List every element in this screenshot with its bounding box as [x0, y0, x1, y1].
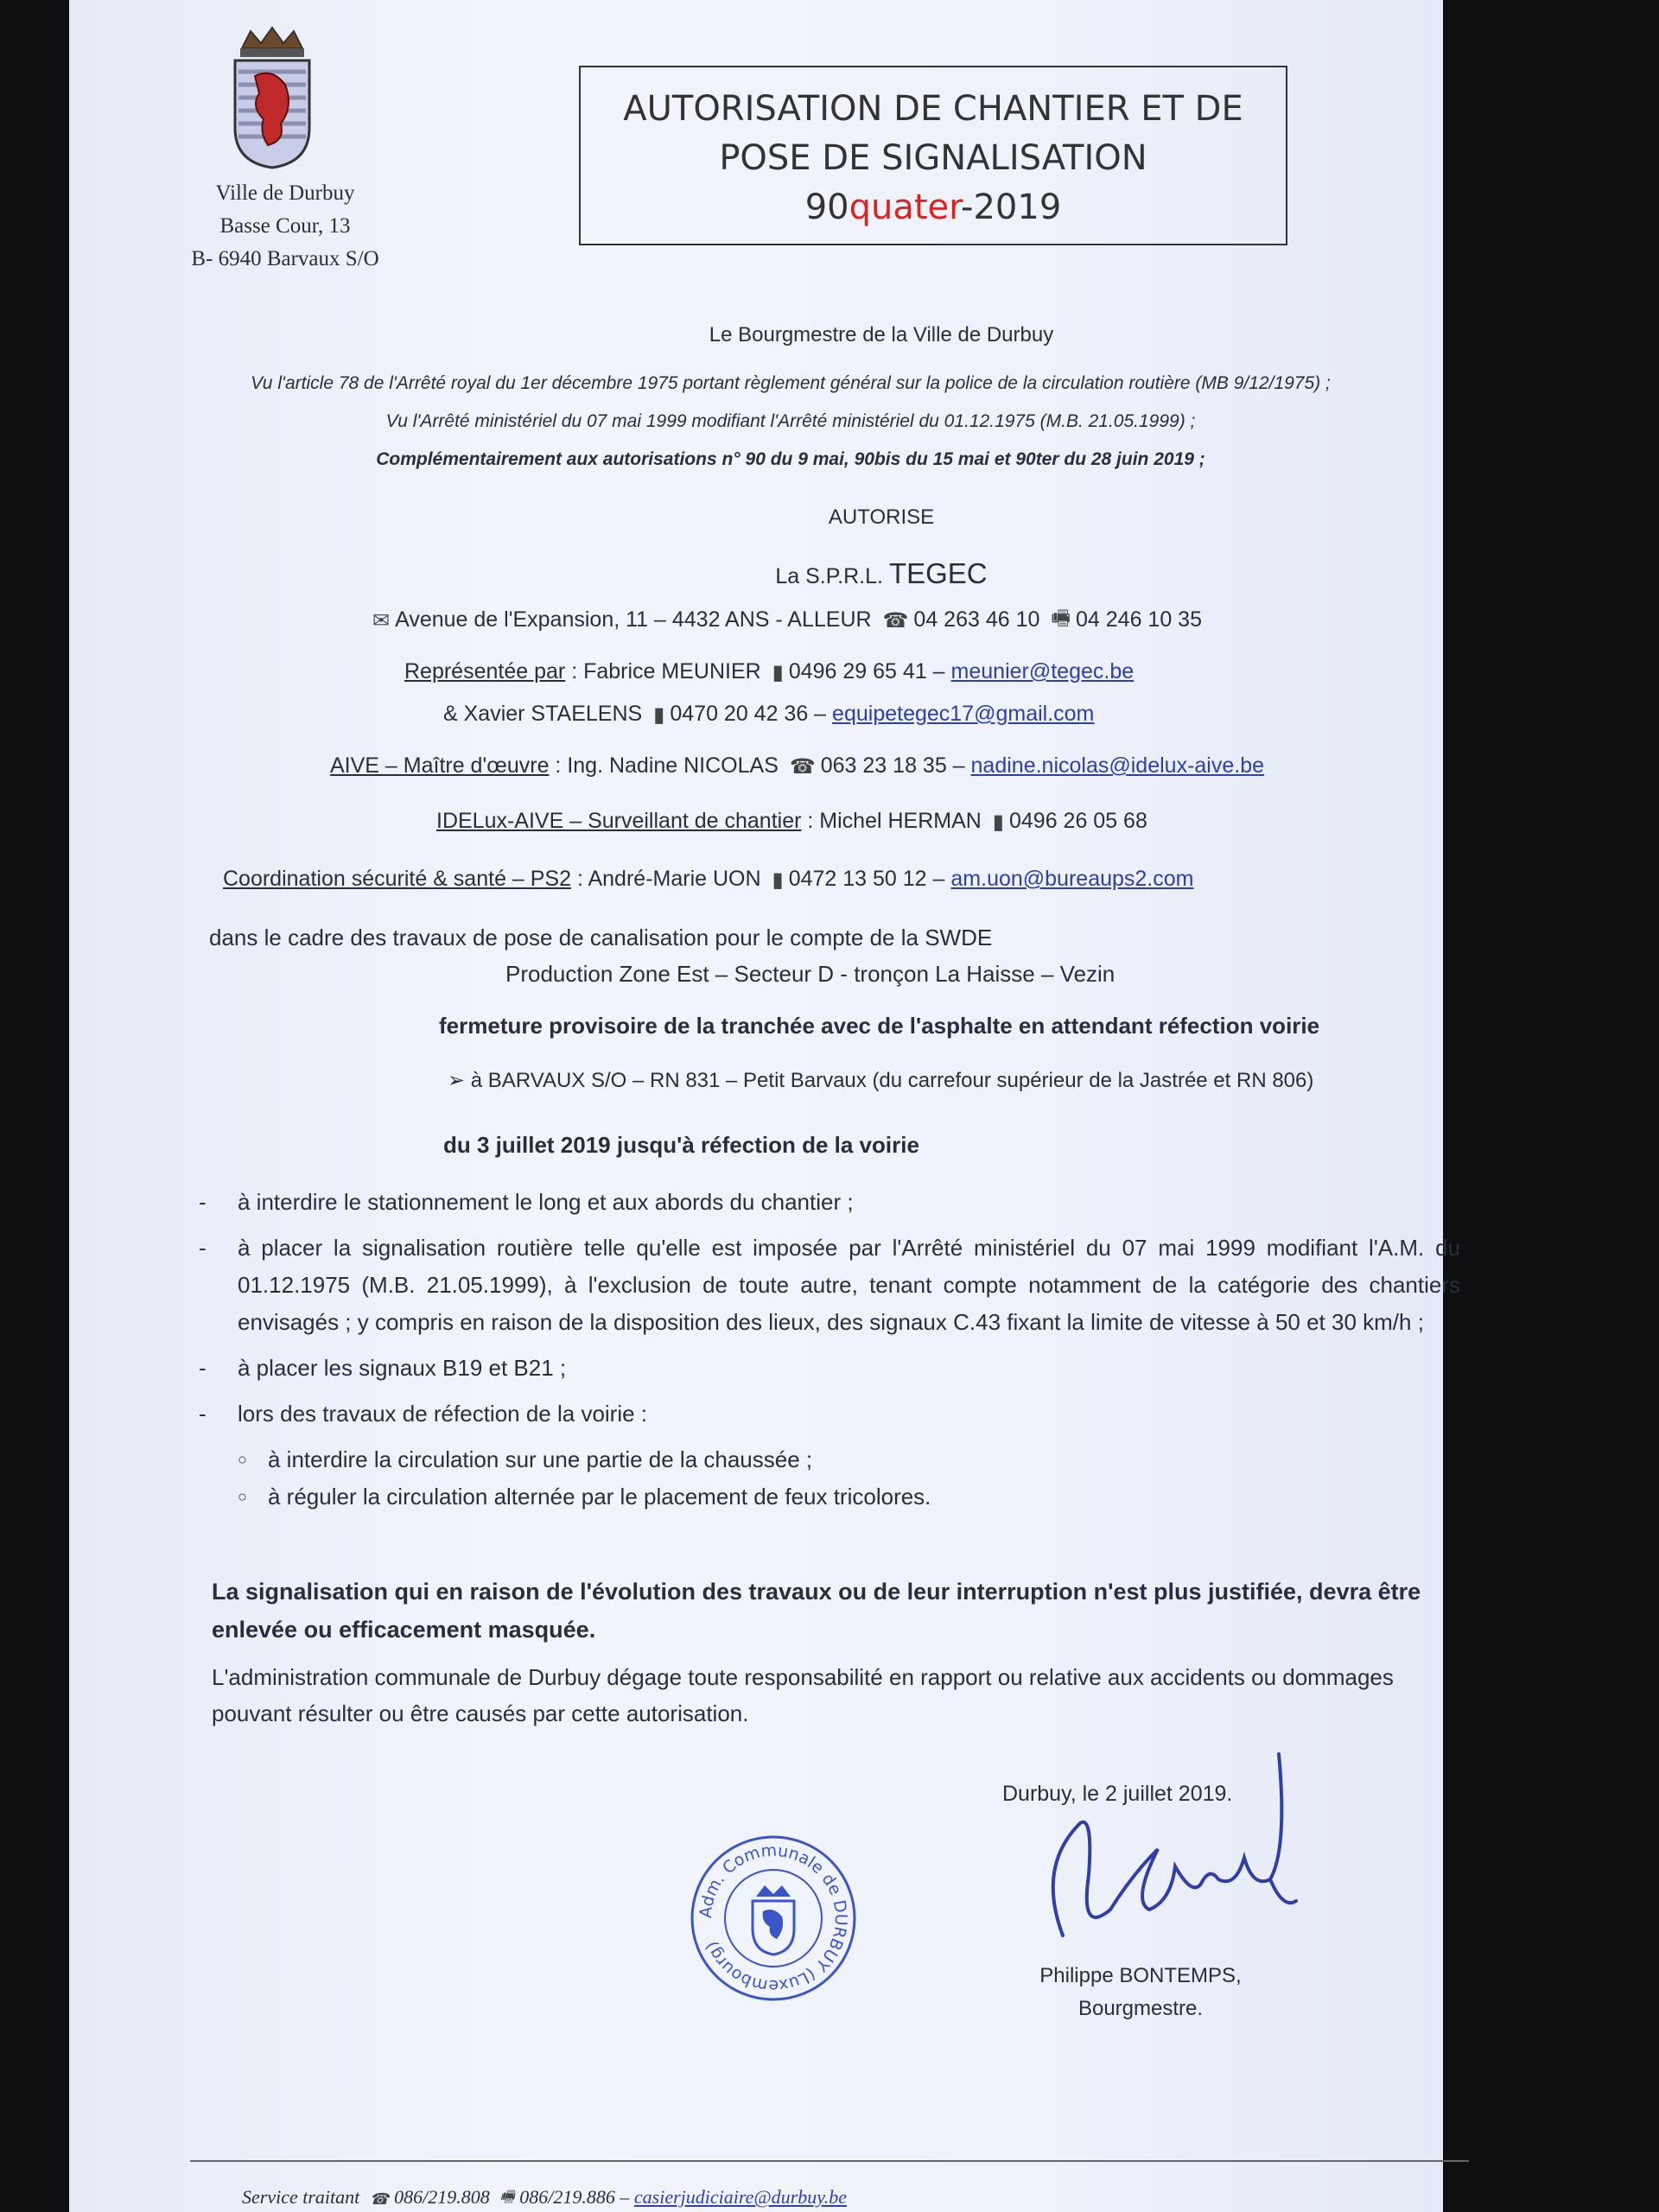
aive-email-link[interactable]: nadine.nicolas@idelux-aive.be: [970, 753, 1265, 778]
aive-line: [330, 753, 1436, 779]
svg-text:Adm. Communale de DURBUY (Luxe: Adm. Communale de DURBUY (Luxembourg): [696, 1840, 851, 1996]
telephone-icon: ☎: [789, 754, 816, 779]
footer-service-label: Service traitant: [242, 2186, 360, 2209]
coordination-phone: 0472 13 50 12 –: [788, 867, 945, 891]
municipal-stamp: [687, 1832, 860, 2005]
signer-title: Bourgmestre.: [1077, 1997, 1204, 2020]
fax-icon: 🖷: [499, 2188, 515, 2205]
coordination-label: Coordination sécurité & santé – PS2: [223, 867, 572, 891]
works-period: du 3 juillet 2019 jusqu'à réfection de la voirie: [443, 1132, 919, 1158]
title-number: 90quater-2019: [804, 188, 1062, 227]
company-phone: 04 263 46 10: [913, 607, 1040, 632]
title-line-2: POSE DE SIGNALISATION: [719, 138, 1147, 178]
works-nature: fermeture provisoire de la tranchée avec de l'asphalte en attendant réfection voirie: [439, 1013, 1320, 1039]
idelux-line: [436, 809, 1456, 835]
aive-label: AIVE – Maître d'œuvre: [330, 753, 550, 778]
signer-block: [1011, 1960, 1270, 2025]
idelux-name: : Michel HERMAN: [807, 809, 982, 833]
representative-1-email-link[interactable]: meunier@tegec.be: [950, 659, 1135, 683]
legal-reference-1: Vu l'article 78 de l'Arrêté royal du 1er décembre 1975 portant règlement général sur la police de la circulation routière (MB 9/12/1975) ;: [251, 373, 1331, 393]
fax-icon: 🖷: [1051, 607, 1071, 630]
coordination-name: : André-Marie UON: [576, 867, 761, 891]
company-address: Avenue de l'Expansion, 11 – 4432 ANS - ALLEUR: [395, 607, 872, 632]
mobile-phone-icon: ▮: [772, 868, 784, 892]
footer-divider: [190, 2160, 1469, 2162]
list-item: - à placer la signalisation routière telle qu'elle est imposée par l'Arrêté ministériel du 07 mai 1999 modifiant l'A.M. du 01.12.1975 (M.B. 21.05.1999), à l'exclusion de toute autre, tenant compte notamment de la catégorie des chantiers envisagés ; y compris en raison de la disposition des lieux, des signaux C.43 fixant la limite de vitesse à 50 et 30 km/h ;: [199, 1230, 1460, 1341]
representative-line-2: [443, 702, 1480, 728]
aive-phone: 063 23 18 35 –: [820, 753, 965, 778]
signalisation-notice: La signalisation qui en raison de l'évolution des travaux ou de leur interruption n'est plus justifiée, devra être enlevée ou efficacement masquée.: [212, 1579, 1421, 1643]
coordination-email-link[interactable]: am.uon@bureaups2.com: [950, 867, 1194, 891]
arrow-bullet-icon: ➢: [448, 1069, 471, 1092]
title-line-1: AUTORISATION DE CHANTIER ET DE: [623, 89, 1243, 129]
footer-email-link[interactable]: casierjudiciaire@durbuy.be: [633, 2186, 848, 2209]
representative-2-phone: 0470 20 42 36 –: [670, 702, 827, 726]
envelope-icon: ✉: [372, 609, 391, 632]
list-item: - à placer les signaux B19 et B21 ;: [199, 1350, 1460, 1387]
coordination-line: [223, 867, 1433, 893]
mobile-phone-icon: ▮: [653, 702, 665, 727]
document-title-box: [579, 66, 1287, 245]
list-item: - lors des travaux de réfection de la voirie :: [199, 1395, 1460, 1433]
sub-list-item: ○ à interdire la circulation sur une partie de la chaussée ;: [199, 1441, 1460, 1478]
works-zone: Production Zone Est – Secteur D - tronçon La Haisse – Vezin: [505, 961, 1116, 987]
mobile-phone-icon: ▮: [992, 810, 1004, 834]
signer-name: Philippe BONTEMPS,: [1039, 1964, 1242, 1987]
issuer-address: [156, 177, 415, 276]
org-name: Ville de Durbuy: [215, 181, 355, 205]
representative-2-email-link[interactable]: equipetegec17@gmail.com: [832, 702, 1095, 726]
mobile-phone-icon: ▮: [772, 660, 784, 684]
signature-date: Durbuy, le 2 juillet 2019.: [1002, 1782, 1233, 1806]
footer-phone: 086/219.808: [394, 2186, 490, 2209]
representative-1-name: : Fabrice MEUNIER: [571, 659, 761, 683]
footer-fax: 086/219.886 –: [519, 2186, 630, 2209]
company-address-line: [367, 603, 1447, 639]
autorise-heading: AUTORISE: [828, 505, 935, 529]
representative-2-name: & Xavier STAELENS: [443, 702, 643, 726]
company-name: TEGEC: [888, 557, 988, 589]
company-prefix: La S.P.R.L.: [775, 564, 883, 588]
legal-reference-2: Vu l'Arrêté ministériel du 07 mai 1999 modifiant l'Arrêté ministériel du 01.12.1975 (M.B. 21.05.1999) ;: [385, 411, 1196, 431]
footer-contact: [242, 2186, 1452, 2212]
representative-label: Représentée par: [404, 659, 566, 683]
representative-1-phone: 0496 29 65 41 –: [788, 659, 945, 683]
aive-name: : Ing. Nadine NICOLAS: [555, 753, 779, 778]
works-context: dans le cadre des travaux de pose de canalisation pour le compte de la SWDE: [209, 925, 993, 950]
telephone-icon: ☎: [882, 609, 909, 632]
org-city: B- 6940 Barvaux S/O: [191, 247, 379, 270]
handwritten-signature: [985, 1737, 1348, 1944]
conditions-list: [199, 1184, 1460, 1516]
idelux-label: IDELux-AIVE – Surveillant de chantier: [436, 809, 802, 833]
telephone-icon: ☎: [369, 2190, 390, 2208]
list-item: - à interdire le stationnement le long et aux abords du chantier ;: [199, 1184, 1460, 1221]
complementary-reference: Complémentairement aux autorisations n° 90 du 9 mai, 90bis du 15 mai et 90ter du 28 juin 2019 ;: [376, 449, 1205, 469]
idelux-phone: 0496 26 05 68: [1008, 809, 1147, 833]
sub-list-item: ○ à réguler la circulation alternée par le placement de feux tricolores.: [199, 1478, 1460, 1516]
works-location: ➢ à BARVAUX S/O – RN 831 – Petit Barvaux (du carrefour supérieur de la Jastrée et RN 806): [448, 1069, 1314, 1092]
mayor-line: Le Bourgmestre de la Ville de Durbuy: [709, 323, 1054, 346]
document-sheet: [69, 0, 1460, 2212]
company-fax: 04 246 10 35: [1076, 607, 1202, 632]
company-line: [493, 557, 1270, 590]
representative-line-1: [404, 659, 1441, 685]
org-street: Basse Cour, 13: [219, 214, 351, 238]
durbuy-crest-logo: [225, 24, 320, 171]
liability-disclaimer: L'administration communale de Durbuy dégage toute responsabilité en rapport ou relative aux accidents ou dommages pouvant résulter ou être causés par cette autorisation.: [212, 1664, 1394, 1726]
